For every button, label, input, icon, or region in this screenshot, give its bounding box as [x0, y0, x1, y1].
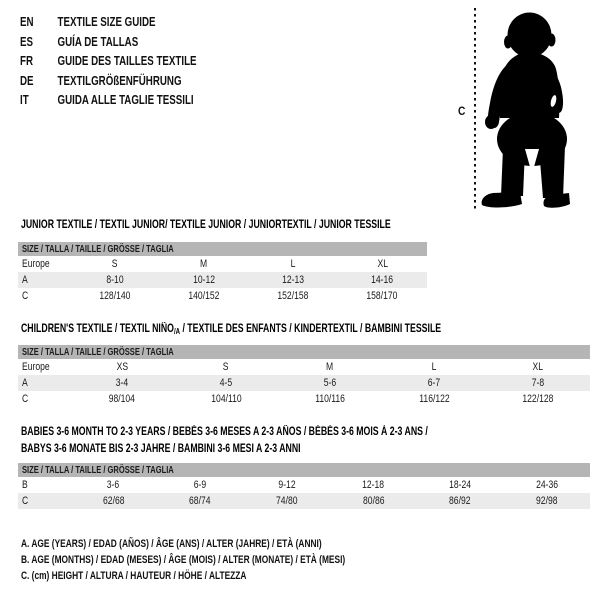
- table-row: [18, 493, 590, 509]
- size-table-header: [18, 463, 590, 477]
- table-row: [18, 391, 590, 407]
- note-age-years: A. AGE (YEARS) / EDAD (AÑOS) / ÂGE (ANS) / ALTER (JAHRE) / ETÀ (ANNI): [21, 538, 322, 550]
- silhouette-left-foot: [482, 192, 522, 208]
- table-row: [18, 359, 590, 375]
- table-cell: 10-12: [192, 274, 215, 286]
- children-table-body: [18, 359, 590, 407]
- table-row: [18, 477, 590, 493]
- section-title-babies: [21, 424, 428, 458]
- table-cell: 8-10: [106, 274, 124, 286]
- table-cell: 24-36: [535, 479, 558, 491]
- silhouette-left-hand: [485, 115, 497, 129]
- table-cell: 9-12: [278, 479, 296, 491]
- table-cell: XL: [532, 361, 544, 373]
- table-cell: 152/158: [277, 290, 309, 302]
- silhouette-right-ear: [548, 34, 556, 47]
- size-table-header: [18, 345, 590, 359]
- table-cell: 128/140: [99, 290, 131, 302]
- height-dashed-line-icon: [474, 8, 476, 210]
- row-label: B: [22, 479, 28, 491]
- table-cell: 158/170: [366, 290, 398, 302]
- junior-size-table: [18, 242, 427, 304]
- lang-title: GUÍA DE TALLAS: [57, 33, 139, 49]
- row-label: Europe: [22, 258, 50, 270]
- table-cell: 98/104: [108, 393, 136, 405]
- toddler-silhouette-icon: [478, 8, 578, 212]
- children-size-table: [18, 345, 590, 407]
- lang-title: GUIDA ALLE TAGLIE TESSILI: [57, 92, 194, 107]
- row-label: C: [22, 495, 29, 507]
- lang-title: GUIDE DES TAILLES TEXTILE: [57, 53, 197, 68]
- table-cell: 14-16: [371, 274, 394, 286]
- size-header-label: SIZE / TALLA / TAILLE / GRÖSSE / TAGLIA: [22, 243, 174, 255]
- lang-code: ES: [20, 33, 34, 49]
- lang-row-es: [20, 32, 197, 52]
- table-cell: 92/98: [535, 495, 558, 507]
- table-cell: 12-18: [362, 479, 385, 491]
- table-cell: 6-9: [193, 479, 207, 491]
- table-row: [18, 375, 590, 391]
- silhouette-head: [508, 13, 552, 58]
- title-part: / TEXTILE DES ENFANTS / KINDERTEXTIL / BAMBINI TESSILE: [180, 323, 442, 335]
- table-cell: 74/80: [275, 495, 298, 507]
- table-cell: 5-6: [323, 377, 337, 389]
- table-row: [18, 272, 427, 288]
- lang-row-de: [20, 71, 197, 91]
- table-cell: 18-24: [449, 479, 471, 491]
- junior-table-body: [18, 256, 427, 304]
- table-cell: 12-13: [282, 274, 305, 286]
- size-table-header: [18, 242, 427, 256]
- babies-size-table: [18, 463, 590, 509]
- table-cell: S: [111, 258, 118, 270]
- lang-code: IT: [20, 92, 29, 107]
- table-cell: 3-4: [115, 377, 129, 389]
- table-cell: 7-8: [531, 377, 545, 389]
- silhouette-left-ear: [504, 36, 512, 49]
- table-cell: L: [290, 258, 296, 270]
- section-title-junior: JUNIOR TEXTILE / TEXTIL JUNIOR/ TEXTILE JUNIOR / JUNIORTEXTIL / JUNIOR TESSILE: [21, 219, 391, 231]
- note-age-months: B. AGE (MONTHS) / EDAD (MESES) / ÂGE (MOIS) / ALTER (MONATE) / ETÀ (MESI): [21, 554, 346, 566]
- language-title-list: [20, 12, 255, 110]
- table-row: [18, 256, 427, 272]
- note-height-cm: C. (cm) HEIGHT / ALTURA / HAUTEUR / HÖHE / ALTEZZA: [21, 570, 247, 582]
- table-cell: XL: [377, 258, 388, 270]
- table-cell: 80/86: [362, 495, 385, 507]
- legend-notes: [21, 536, 448, 584]
- title-line: BABIES 3-6 MONTH TO 2-3 YEARS / BEBÉS 3-6 MESES A 2-3 AÑOS / BÉBÉS 3-6 MOIS À 2-3 ANS /: [21, 426, 428, 438]
- table-cell: S: [223, 361, 229, 373]
- table-row: [18, 288, 427, 304]
- lang-title: TEXTILE SIZE GUIDE: [57, 14, 156, 29]
- table-cell: M: [200, 258, 208, 270]
- lang-code: DE: [20, 72, 34, 88]
- size-header-label: SIZE / TALLA / TAILLE / GRÖSSE / TAGLIA: [22, 464, 174, 476]
- size-header-label: SIZE / TALLA / TAILLE / GRÖSSE / TAGLIA: [22, 346, 174, 358]
- lang-code: EN: [20, 14, 34, 29]
- table-cell: 62/68: [102, 495, 125, 507]
- row-label: C: [22, 290, 29, 302]
- table-cell: 6-7: [427, 377, 441, 389]
- row-label: A: [22, 274, 28, 286]
- silhouette-right-leg: [539, 146, 565, 198]
- row-label: A: [22, 377, 28, 389]
- table-cell: 116/122: [418, 393, 450, 405]
- table-cell: 68/74: [189, 495, 211, 507]
- table-cell: 86/92: [449, 495, 471, 507]
- silhouette-left-leg: [501, 148, 525, 196]
- table-cell: M: [326, 361, 334, 373]
- lang-row-en: [20, 12, 197, 32]
- table-cell: XS: [116, 361, 128, 373]
- table-cell: 110/116: [315, 393, 345, 405]
- row-label: Europe: [22, 361, 50, 373]
- height-measure-label: C: [458, 104, 466, 118]
- title-part: CHILDREN'S TEXTILE / TEXTIL NIÑO: [21, 323, 174, 335]
- table-cell: 104/110: [210, 393, 242, 405]
- babies-table-body: [18, 477, 590, 509]
- lang-code: FR: [20, 53, 34, 68]
- lang-row-it: [20, 90, 197, 110]
- table-cell: 140/152: [188, 290, 220, 302]
- lang-row-fr: [20, 51, 197, 71]
- table-cell: 3-6: [107, 479, 120, 491]
- title-line: BABYS 3-6 MONATE BIS 2-3 JAHRE / BAMBINI 3-6 MESI A 2-3 ANNI: [21, 443, 301, 455]
- title-subscript: /A: [173, 327, 181, 336]
- section-title-children: [21, 321, 441, 340]
- table-cell: 4-5: [219, 377, 233, 389]
- table-cell: 122/128: [522, 393, 554, 405]
- lang-title: TEXTILGRÖßENFÜHRUNG: [57, 72, 182, 88]
- row-label: C: [22, 393, 29, 405]
- table-cell: L: [431, 361, 437, 373]
